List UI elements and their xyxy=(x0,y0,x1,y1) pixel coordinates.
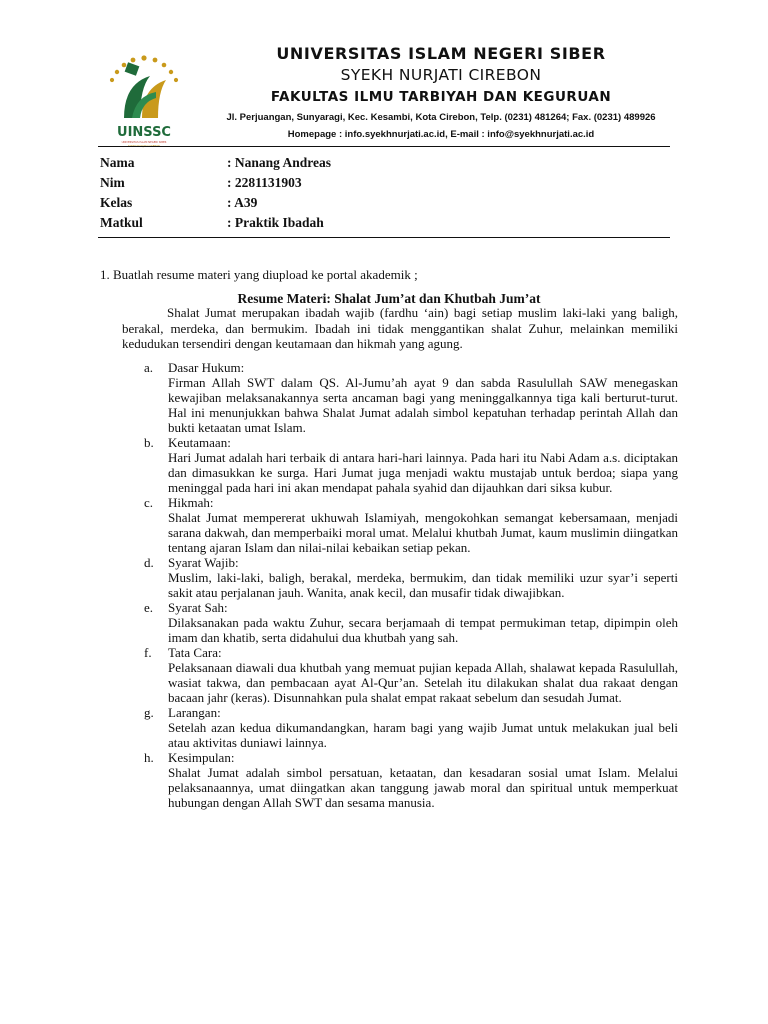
nama-label: Nama xyxy=(100,155,135,170)
section-heading: Hikmah: xyxy=(168,495,214,510)
section-heading: Keutamaan: xyxy=(168,435,231,450)
list-marker: g. xyxy=(144,705,154,720)
list-item xyxy=(144,750,678,810)
address-line: Jl. Perjuangan, Sunyaragi, Kec. Kesambi, Kota Cirebon, Telp. (0231) 481264; Fax. (0231) 489926 xyxy=(226,112,656,123)
intro-paragraph: Shalat Jumat merupakan ibadah wajib (fardhu ‘ain) bagi setiap muslim laki-laki yang baligh, berakal, merdeka, dan bermukim. Ibadah ini tidak menggantikan shalat Zuhur, melainkan memiliki kedudukan tersendiri dengan keutamaan dan hikmah yang agung. xyxy=(122,305,678,351)
section-body: Shalat Jumat mempererat ukhuwah Islamiyah, mengokohkan semangat kebersamaan, menjadi sarana dakwah, dan memperbaiki moral umat. Melalui khutbah Jumat, kaum muslimin diingatkan tentang ajaran Islam dan nilai-nilai kebaikan setiap pekan. xyxy=(168,510,678,555)
identity-divider xyxy=(98,237,670,238)
list-marker: e. xyxy=(144,600,154,615)
identity-row-matkul xyxy=(100,213,331,233)
section-body: Muslim, laki-laki, baligh, berakal, merdeka, bermukim, dan tidak memiliki uzur syar’i seperti sakit atau perjalanan jauh. Wanita, anak kecil, dan musafir tidak diwajibkan. xyxy=(168,570,678,600)
matkul-label: Matkul xyxy=(100,215,143,230)
svg-text:SYEKH NURJATI CIREBON: SYEKH NURJATI CIREBON xyxy=(127,145,161,148)
section-heading: Syarat Wajib: xyxy=(168,555,239,570)
list-marker: c. xyxy=(144,495,154,510)
list-marker: f. xyxy=(144,645,152,660)
section-heading: Dasar Hukum: xyxy=(168,360,245,375)
header-divider xyxy=(98,146,670,147)
list-item xyxy=(144,645,678,705)
section-heading: Larangan: xyxy=(168,705,221,720)
list-item xyxy=(144,600,678,645)
nim-label: Nim xyxy=(100,175,125,190)
identity-row-nama xyxy=(100,153,331,173)
section-body: Firman Allah SWT dalam QS. Al-Jumu’ah ayat 9 dan sabda Rasulullah SAW menegaskan kewajiban melaksanakannya serta ancaman bagi yang meninggalkannya tiga kali berturut-turut. Hal ini menunjukkan bahwa Shalat Jumat adalah simbol kepatuhan terhadap perintah Allah dan bukti ketaatan umat Islam. xyxy=(168,375,678,435)
task-instruction: 1. Buatlah resume materi yang diupload ke portal akademik ; xyxy=(100,267,418,282)
section-list xyxy=(144,360,678,810)
section-body: Shalat Jumat adalah simbol persatuan, ketaatan, dan kesadaran sosial umat Islam. Melalui pelaksanaannya, umat diingatkan akan tanggung jawab moral dan spiritual untuk memperkuat hubungan dengan Allah SWT dan sesama manusia. xyxy=(168,765,678,810)
section-heading: Kesimpulan: xyxy=(168,750,235,765)
matkul-value: : Praktik Ibadah xyxy=(227,215,324,230)
list-marker: a. xyxy=(144,360,154,375)
section-body: Pelaksanaan diawali dua khutbah yang memuat pujian kepada Allah, shalawat kepada Rasulullah, wasiat takwa, dan pembacaan ayat Al-Qur’an. Setelah itu dilakukan shalat dua rakaat dengan bacaan jahr (keras). Disunnahkan pula shalat empat rakaat sebelum dan sesudah Jumat. xyxy=(168,660,678,705)
section-heading: Tata Cara: xyxy=(168,645,222,660)
section-body: Hari Jumat adalah hari terbaik di antara hari-hari lainnya. Pada hari itu Nabi Adam a.s. diciptakan dan dimasukkan ke surga. Hari Jumat juga menjadi waktu mustajab untuk berdoa; siapa yang meninggal pada hari ini akan mendapat pahala syahid dan dijauhkan dari siksa kubur. xyxy=(168,450,678,495)
logo-subtext: UNIVERSITAS ISLAM NEGERI SIBER xyxy=(121,141,167,144)
nama-value: : Nanang Andreas xyxy=(227,155,332,170)
list-marker: d. xyxy=(144,555,154,570)
list-marker: b. xyxy=(144,435,154,450)
letterhead xyxy=(200,44,682,142)
kelas-value: : A39 xyxy=(227,195,258,210)
list-item xyxy=(144,360,678,435)
kelas-label: Kelas xyxy=(100,195,133,210)
university-name: UNIVERSITAS ISLAM NEGERI SIBER xyxy=(276,44,606,63)
nim-value: : 2281131903 xyxy=(227,175,302,190)
university-logo xyxy=(96,52,192,148)
faculty-name: FAKULTAS ILMU TARBIYAH DAN KEGURUAN xyxy=(270,89,612,105)
list-marker: h. xyxy=(144,750,154,765)
section-heading: Syarat Sah: xyxy=(168,600,228,615)
student-identity xyxy=(100,153,331,233)
section-body: Dilaksanakan pada waktu Zuhur, secara berjamaah di tempat permukiman tetap, dipimpin oleh imam dan khatib, serta didahului dua khutbah yang sah. xyxy=(168,615,678,645)
list-item xyxy=(144,435,678,495)
identity-row-nim xyxy=(100,173,331,193)
university-subname: SYEKH NURJATI CIREBON xyxy=(340,66,542,84)
resume-title: Resume Materi: Shalat Jum’at dan Khutbah Jum’at xyxy=(237,291,541,306)
logo-text: UINSSC xyxy=(117,125,171,140)
list-item xyxy=(144,495,678,555)
list-item xyxy=(144,705,678,750)
section-body: Setelah azan kedua dikumandangkan, haram bagi yang wajib Jumat untuk melakukan jual beli atau aktivitas duniawi lainnya. xyxy=(168,720,678,750)
list-item xyxy=(144,555,678,600)
identity-row-kelas xyxy=(100,193,331,213)
logo-stars xyxy=(110,55,178,82)
contact-line: Homepage : info.syekhnurjati.ac.id, E-mail : info@syekhnurjati.ac.id xyxy=(287,129,595,140)
